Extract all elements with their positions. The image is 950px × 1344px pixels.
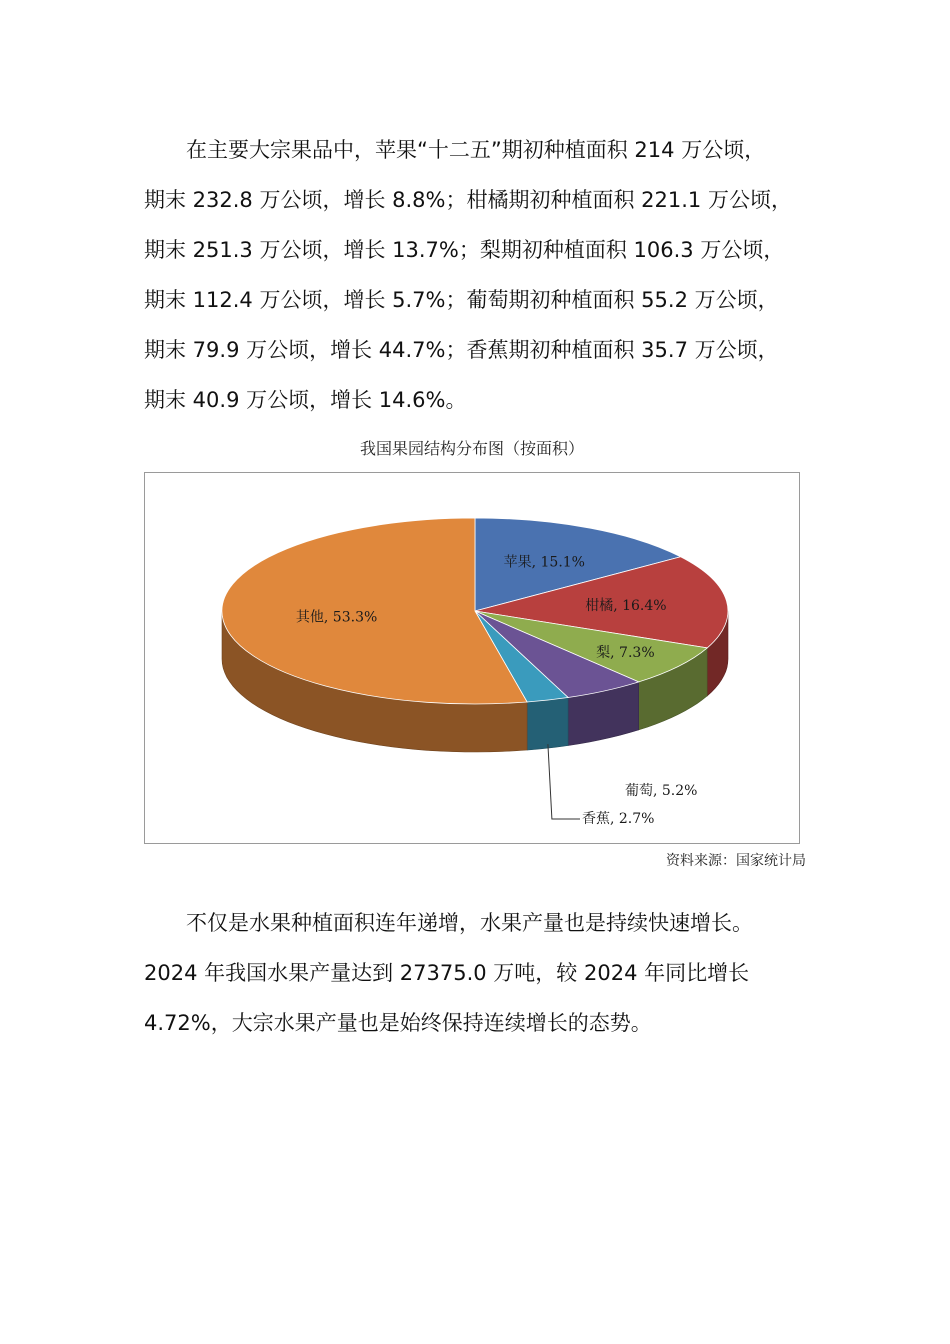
paragraph-line: 不仅是水果种植面积连年递增，水果产量也是持续快速增长。 [186,911,753,935]
paragraph-line: 期末 40.9 万公顷，增长 14.6%。 [144,388,467,412]
pie-label-其他: 其他, 53.3% [295,609,378,626]
pie-chart [145,473,799,843]
chart-title: 我国果园结构分布图（按面积） [359,439,584,458]
paragraph-line: 期末 232.8 万公顷，增长 8.8%；柑橘期初种植面积 221.1 万公顷， [144,188,792,212]
intro-paragraph [144,125,834,425]
production-paragraph [144,898,834,1048]
paragraph-line: 期末 112.4 万公顷，增长 5.7%；葡萄期初种植面积 55.2 万公顷， [144,288,779,312]
paragraph-line: 2024 年我国水果产量达到 27375.0 万吨，较 2024 年同比增长 [144,961,750,985]
pie-label-梨: 梨, 7.3% [596,645,655,661]
pie-label-柑橘: 柑橘, 16.4% [585,598,667,615]
leader-line-香蕉 [548,744,580,819]
pie-label-香蕉: 香蕉, 2.7% [582,811,655,827]
paragraph-line: 在主要大宗果品中，苹果“十二五”期初种植面积 214 万公顷， [186,138,766,162]
pie-chart-frame [144,472,800,844]
pie-label-葡萄: 葡萄, 5.2% [625,783,698,799]
paragraph-line: 4.72%，大宗水果产量也是始终保持连续增长的态势。 [144,1011,652,1035]
pie-label-苹果: 苹果, 15.1% [503,554,585,571]
source-note: 资料来源：国家统计局 [666,853,806,869]
pie-side-香蕉 [527,698,568,751]
paragraph-line: 期末 251.3 万公顷，增长 13.7%；梨期初种植面积 106.3 万公顷， [144,238,785,262]
paragraph-line: 期末 79.9 万公顷，增长 44.7%；香蕉期初种植面积 35.7 万公顷， [144,338,779,362]
